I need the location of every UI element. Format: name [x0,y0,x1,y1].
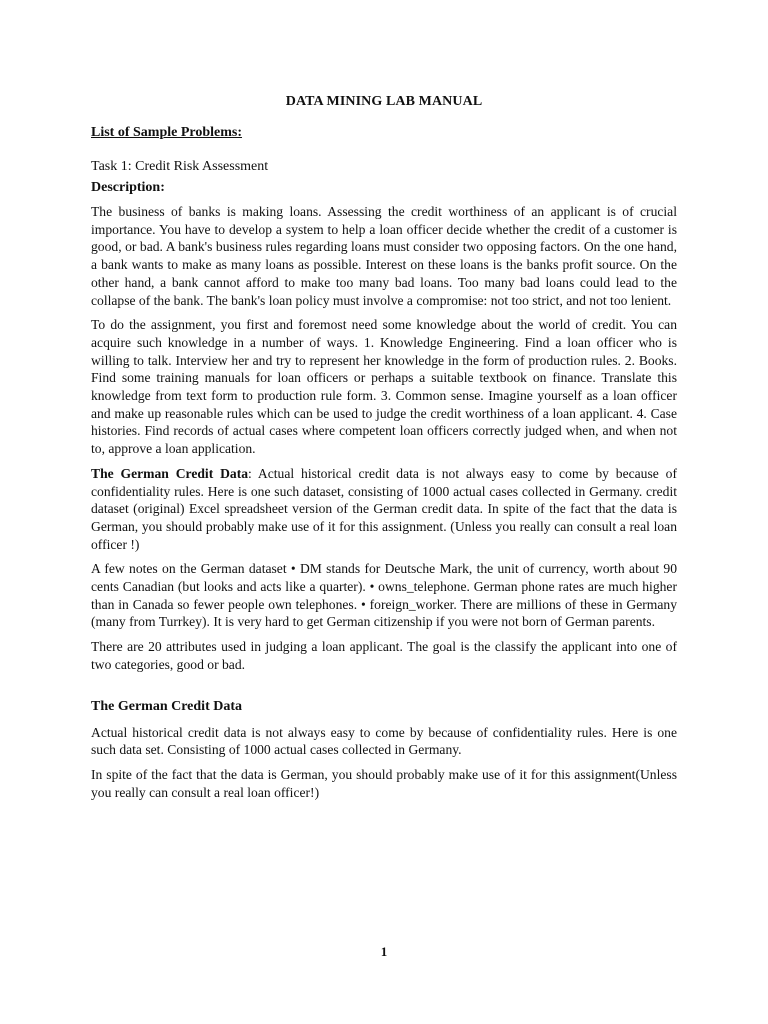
section-heading: The German Credit Data [91,698,242,714]
paragraph-dataset-notes: A few notes on the German dataset • DM stands for Deutsche Mark, the unit of currency, worth about 90 cents Canadian (but looks and acts like a quarter). • owns_telephone. German phone rates are much higher than in Canada so fewer people own telephones. • foreign_worker. There are millions of these in Germany (many from Turrkey). It is very hard to get German citizenship if you were not born of German parents. [91,561,677,630]
section-paragraph-2: In spite of the fact that the data is German, you should probably make use of it for this assignment(Unless you really can consult a real loan officer!) [91,766,677,800]
document-title: DATA MINING LAB MANUAL [285,94,483,109]
task-title: Task 1: Credit Risk Assessment [91,159,269,174]
paragraph-attributes: There are 20 attributes used in judging a loan applicant. The goal is the classify the applicant into one of two categories, good or bad. [91,639,677,672]
section-paragraph-1: Actual historical credit data is not always easy to come by because of confidentiality rules. Here is one such data set. Consisting of 1000 actual cases collected in Germany. [91,724,677,758]
paragraph-german-credit-data [91,465,677,554]
paragraph-banks-loans: The business of banks is making loans. Assessing the credit worthiness of an applicant is of crucial importance. You have to develop a system to help a loan officer decide whether the credit of a customer is good, or bad. A bank's business rules regarding loans must consider two opposing factors. On the one hand, a bank wants to make as many loans as possible. Interest on these loans is the banks profit source. On the other hand, a bank cannot afford to make too many bad loans. Too many bad loans could lead to the collapse of the bank. The bank's loan policy must involve a compromise: not too strict, and not too lenient. [91,204,677,308]
inline-bold-heading: The German Credit Data [91,465,249,481]
list-heading: List of Sample Problems: [91,125,243,140]
paragraph-knowledge-sources: To do the assignment, you first and foremost need some knowledge about the world of credit. You can acquire such knowledge in a number of ways. 1. Knowledge Engineering. Find a loan officer who is willing to talk. Interview her and try to represent her knowledge in the form of production rules. 2. Books. Find some training manuals for loan officers or perhaps a suitable textbook on finance. Translate this knowledge from text form to production rule form. 3. Common sense. Imagine yourself as a loan officer and make up reasonable rules which can be used to judge the credit worthiness of a loan applicant. 4. Case histories. Find records of actual cases where competent loan officers correctly judged when, and when not to, approve a loan application. [91,317,677,457]
paragraph-german-credit-text: : Actual historical credit data is not always easy to come by because of confidentiality rules. Here is one such dataset, consisting of 1000 actual cases collected in Germany. credit dataset (original) Excel spreadsheet version of the German credit data. In spite of the fact that the data is German, you should probably make use of it for this assignment. (Unless you really can consult a real loan officer !) [91,465,677,552]
page-number: 1 [380,944,388,959]
description-heading: Description: [91,180,165,195]
